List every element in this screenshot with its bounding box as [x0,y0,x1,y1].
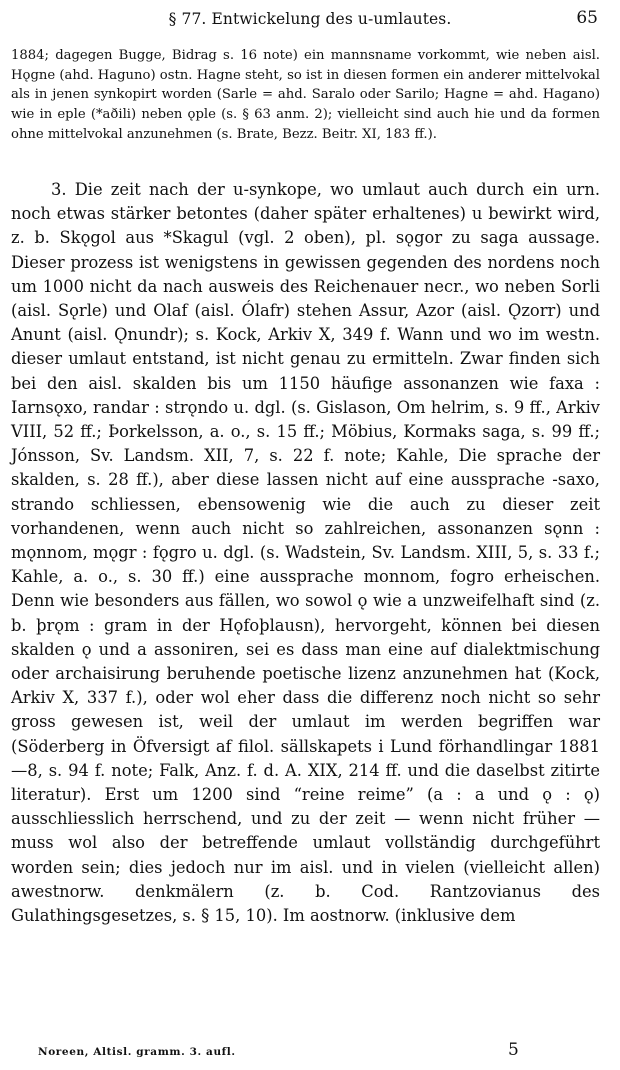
sheet-number: 5 [508,1040,519,1060]
running-title: § 77. Entwickelung des u-umlautes. [168,10,452,28]
sheet-signature: Noreen, Altisl. gramm. 3. aufl. [38,1046,236,1058]
section-3-paragraph: 3. Die zeit nach der u-synkope, wo umlaut auch durch ein urn. noch etwas stärker betontes (daher später erhaltenes) u bewirkt wird, z. b. Skǫgol aus *Skagul (vgl. 2 oben), pl. sǫgor zu saga aussage. Dieser prozess ist wenigstens in gewissen gegenden des nordens noch um 1000 nicht da nach ausweis des Reichenauer necr., wo neben Sorli (aisl. Sǫrle) und Olaf (aisl. Ólafr) stehen Assur, Azor (aisl. Ǫzorr) und Anunt (aisl. Ǫnundr); s. Kock, Arkiv X, 349 f. Wann und wo im westn. dieser umlaut entstand, ist nicht genau zu ermitteln. Zwar finden sich bei den aisl. skalden bis um 1150 häufige assonanzen wie faxa : Iarnsǫxo, randar : strǫndo u. dgl. (s. Gislason, Om helrim, s. 9 ff., Arkiv VIII, 52 ff.; Þorkelsson, a. o., s. 15 ff.; Möbius, Kormaks saga, s. 99 ff.; Jónsson, Sv. Landsm. XII, 7, s. 22 f. note; Kahle, Die sprache der skalden, s. 28 ff.), aber diese lassen nicht auf eine aussprache -saxo, strando schliessen, ebensowenig wie die auch zu dieser zeit vorhandenen, wenn auch nicht so zahlreichen, assonanzen sǫnn : mǫnnom, mǫgr : fǫgro u. dgl. (s. Wadstein, Sv. Landsm. XIII, 5, s. 33 f.; Kahle, a. o., s. 30 ff.) eine aussprache monnom, fogro erheischen. Denn wie besonders aus fällen, wo sowol ǫ wie a unzweifelhaft sind (z. b. þrǫm : gram in der Hǫfoþlausn), hervorgeht, können bei diesen skalden ǫ und a assoniren, sei es dass man eine auf dialektmischung oder archaisirung beruhende poetische lizenz anzunehmen hat (Kock, Arkiv X, 337 f.), oder wol eher dass die differenz noch nicht so sehr gross gewesen ist, weil der umlaut im werden begriffen war (Söderberg in Öfversigt af filol. sällskapets i Lund förhandlingar 1881—8, s. 94 f. note; Falk, Anz. f. d. A. XIX, 214 ff. und die daselbst zitirte literatur). Erst um 1200 sind “reine reime” (a : a und ǫ : ǫ) ausschliesslich herrschend, und zu der zeit — wenn nicht früher — muss wol also der betreffende umlaut vollständig durchgeführt worden sein; dies jedoch nur im aisl. und in vielen (vielleicht allen) awestnorw. denkmälern (z. b. Cod. Rantzovianus des Gulathingsgesetzes, s. § 15, 10). Im aostnorw. (inklusive dem [11,180,600,926]
main-text [11,178,600,928]
page-number: 65 [576,8,598,28]
running-header [0,10,620,32]
footnote-continuation: 1884; dagegen Bugge, Bidrag s. 16 note) ein mannsname vorkommt, wie neben aisl. Hǫgne (ahd. Haguno) ostn. Hagne steht, so ist in diesen formen ein anderer mittelvokal als in jenen synkopirt worden (Sarle = ahd. Saralo oder Sarilo; Hagne = ahd. Hagano) wie in eple (*aðili) neben ǫple (s. § 63 anm. 2); vielleicht sind auch hie und da formen ohne mittelvokal anzunehmen (s. Brate, Bezz. Beitr. XI, 183 ff.). [11,48,600,142]
